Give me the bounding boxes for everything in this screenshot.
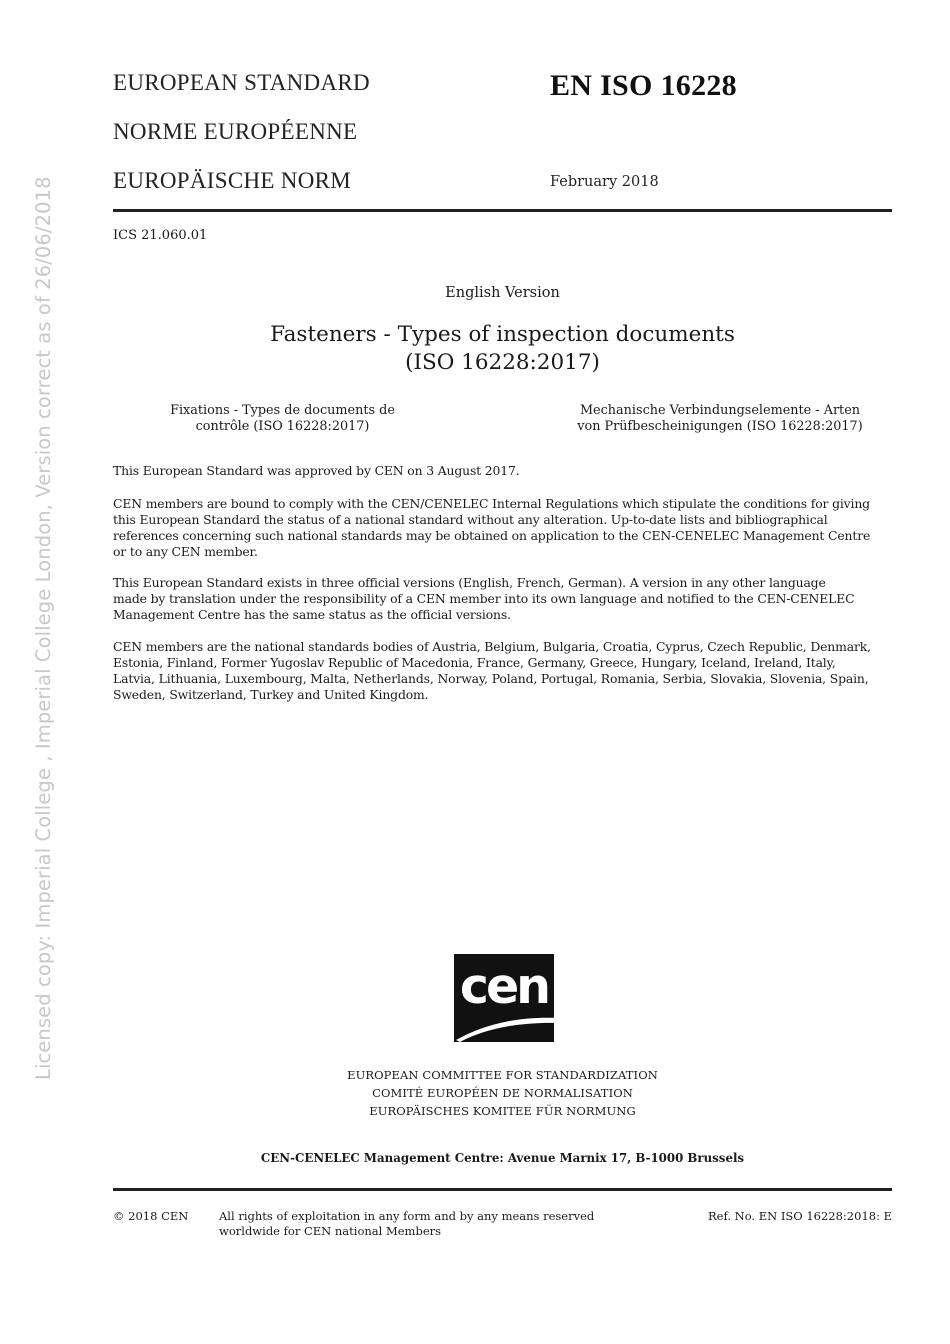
german-title-line-1: Mechanische Verbindungselemente - Arten — [579, 403, 861, 418]
paragraph-line: Latvia, Lithuania, Luxembourg, Malta, Netherlands, Norway, Poland, Portugal, Romania, Serbia, Slovakia, Slovenia, Spain, — [113, 671, 869, 686]
committee-german: EUROPÄISCHES KOMITEE FÜR NORMUNG — [369, 1104, 636, 1118]
committee-french: COMITÉ EUROPÉEN DE NORMALISATION — [372, 1086, 633, 1100]
paragraph-line: or to any CEN member. — [113, 544, 258, 559]
version-label: English Version — [445, 285, 560, 301]
french-title — [150, 403, 415, 435]
paragraph-line: Estonia, Finland, Former Yugoslav Republic of Macedonia, France, Germany, Greece, Hungary, Iceland, Ireland, Italy, — [113, 655, 836, 670]
reference-number: Ref. No. EN ISO 16228:2018: E — [708, 1209, 892, 1223]
header-line-french: NORME EUROPÉENNE — [113, 119, 358, 144]
cen-logo-graphic — [454, 954, 554, 1042]
ics-code: ICS 21.060.01 — [113, 228, 208, 243]
cen-logo — [454, 954, 554, 1042]
paragraph-line: This European Standard exists in three official versions (English, French, German). A version in any other language — [113, 575, 826, 590]
rights-statement — [219, 1209, 594, 1238]
french-title-line-1: Fixations - Types de documents de — [170, 403, 395, 418]
versions-paragraph — [113, 575, 903, 623]
paragraph-line: made by translation under the responsibility of a CEN member into its own language and notified to the CEN-CENELEC — [113, 591, 855, 606]
paragraph-line: CEN members are bound to comply with the CEN/CENELEC Internal Regulations which stipulate the conditions for giving — [113, 496, 870, 511]
header-line-german: EUROPÄISCHE NORM — [113, 168, 352, 193]
footer-rule — [113, 1188, 892, 1191]
rights-line-2: worldwide for CEN national Members — [219, 1223, 442, 1238]
national-bodies-paragraph — [113, 639, 903, 703]
management-centre-address: CEN-CENELEC Management Centre: Avenue Marnix 17, B-1000 Brussels — [260, 1151, 745, 1165]
license-watermark: Licensed copy: Imperial College , Imperial College London, Version correct as of 26/06/2018 — [32, 176, 55, 1080]
standard-number: EN ISO 16228 — [550, 69, 737, 102]
publication-date: February 2018 — [550, 174, 659, 190]
copyright: © 2018 CEN — [113, 1209, 189, 1223]
paragraph-line: CEN members are the national standards bodies of Austria, Belgium, Bulgaria, Croatia, Cyprus, Czech Republic, Denmark, — [113, 639, 871, 654]
approval-paragraph: This European Standard was approved by CEN on 3 August 2017. — [113, 463, 520, 478]
header-line-english: EUROPEAN STANDARD — [113, 70, 370, 95]
paragraph-line: references concerning such national standards may be obtained on application to the CEN-CENELEC Management Centre — [113, 528, 871, 543]
paragraph-line: Sweden, Switzerland, Turkey and United Kingdom. — [113, 687, 429, 702]
document-title — [200, 321, 805, 377]
title-line-1: Fasteners - Types of inspection documents — [270, 322, 735, 347]
paragraph-line: this European Standard the status of a national standard without any alteration. Up-to-date lists and bibliographical — [113, 512, 828, 527]
committee-names — [300, 1066, 705, 1120]
title-line-2: (ISO 16228:2017) — [405, 350, 600, 375]
paragraph-line: Management Centre has the same status as the official versions. — [113, 607, 511, 622]
header-rule — [113, 209, 892, 212]
members-bound-paragraph — [113, 496, 903, 560]
cen-logo-text: cen — [459, 958, 549, 1015]
committee-english: EUROPEAN COMMITTEE FOR STANDARDIZATION — [347, 1068, 658, 1082]
german-title-line-2: von Prüfbescheinigungen (ISO 16228:2017) — [577, 419, 863, 434]
german-title — [565, 403, 875, 435]
french-title-line-2: contrôle (ISO 16228:2017) — [195, 419, 370, 434]
rights-line-1: All rights of exploitation in any form and by any means reserved — [219, 1209, 595, 1223]
